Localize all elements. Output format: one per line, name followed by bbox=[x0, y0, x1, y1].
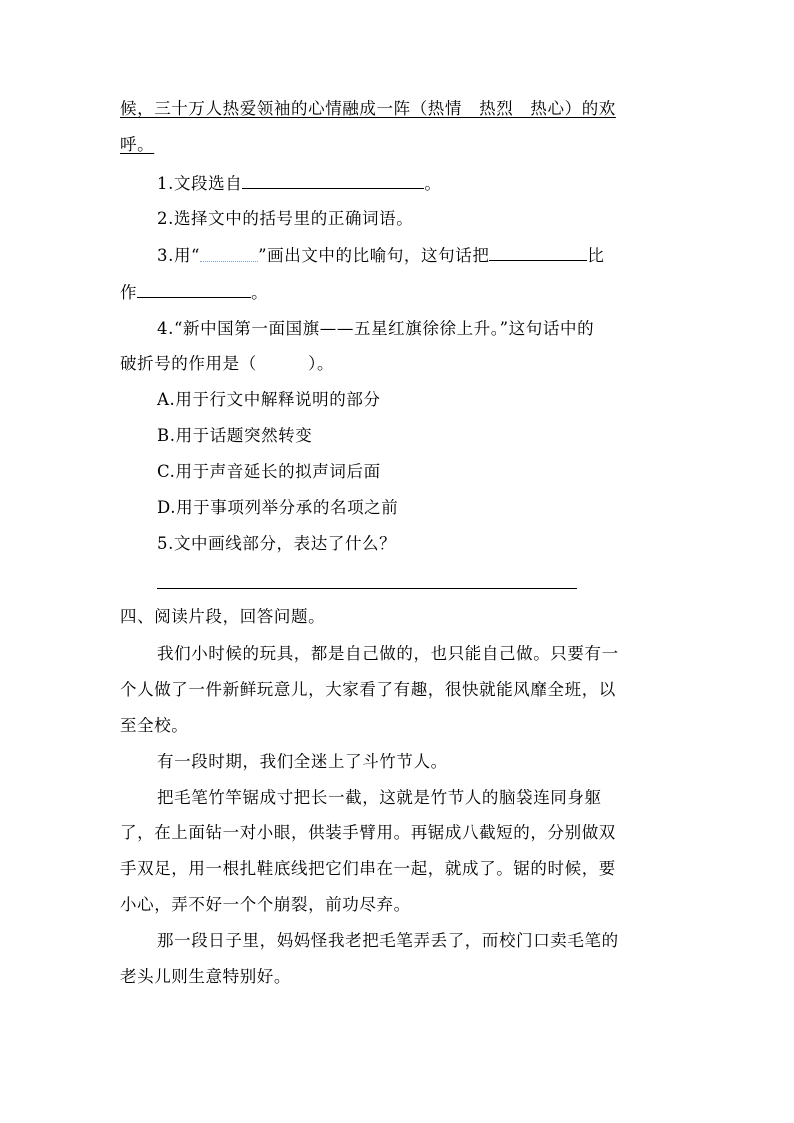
option-b[interactable]: B.用于话题突然转变 bbox=[157, 426, 313, 445]
paragraph-3-line-3: 手双足，用一根扎鞋底线把它们串在一起，就成了。锯的时候，要 bbox=[120, 859, 616, 878]
answer-line-5[interactable] bbox=[157, 588, 577, 589]
passage-underlined-line-1: 候，三十万人热爱领袖的心情融成一阵（热情 热烈 热心）的欢 bbox=[120, 99, 616, 118]
question-1-end: 。 bbox=[424, 174, 442, 193]
question-3-part-1: 3.用“ bbox=[157, 246, 201, 265]
paragraph-1-line-1: 我们小时候的玩具，都是自己做的，也只能自己做。只要有一 bbox=[157, 644, 619, 663]
option-c[interactable]: C.用于声音延长的拟声词后面 bbox=[157, 462, 381, 481]
question-5: 5.文中画线部分，表达了什么？ bbox=[157, 534, 397, 553]
question-3-part-2: ”画出文中的比喻句，这句话把 bbox=[258, 246, 490, 265]
paragraph-3-line-1: 把毛笔竹竿锯成寸把长一截，这就是竹节人的脑袋连同身躯 bbox=[157, 788, 602, 807]
paragraph-1-line-3: 至全校。 bbox=[120, 716, 189, 735]
question-4-line-1: 4.“新中国第一面国旗——五星红旗徐徐上升。”这句话中的 bbox=[157, 319, 595, 338]
question-4-line-2: 破折号的作用是（ ）。 bbox=[120, 354, 335, 373]
paragraph-3-line-2: 了，在上面钻一对小眼，供装手臂用。再锯成八截短的，分别做双 bbox=[120, 823, 616, 842]
passage-underlined-line-2: 呼。 bbox=[120, 135, 155, 154]
wavy-line-mark bbox=[200, 253, 258, 262]
paragraph-2-line-1: 有一段时期，我们全迷上了斗竹节人。 bbox=[157, 752, 448, 771]
paragraph-3-line-4: 小心，弄不好一个个崩裂，前功尽弃。 bbox=[120, 895, 411, 914]
answer-blank-3b[interactable] bbox=[137, 281, 251, 298]
paragraph-1-line-2: 个人做了一件新鲜玩意儿，大家看了有趣，很快就能风靡全班，以 bbox=[120, 680, 616, 699]
question-3-line-2 bbox=[120, 281, 268, 304]
question-1-text: 1.文段选自 bbox=[157, 174, 243, 193]
question-2: 2.选择文中的括号里的正确词语。 bbox=[157, 209, 414, 228]
section-4-heading: 四、阅读片段，回答问题。 bbox=[120, 607, 326, 626]
answer-blank-3a[interactable] bbox=[489, 244, 587, 261]
question-3-part-3: 比 bbox=[587, 246, 605, 265]
option-d[interactable]: D.用于事项列举分承的名项之前 bbox=[157, 498, 399, 517]
question-3 bbox=[157, 244, 605, 267]
paragraph-4-line-2: 老头儿则生意特别好。 bbox=[120, 967, 291, 986]
question-3-line-2-end: 。 bbox=[251, 283, 269, 302]
option-a[interactable]: A.用于行文中解释说明的部分 bbox=[157, 390, 381, 409]
question-1 bbox=[157, 172, 441, 195]
answer-blank-1[interactable] bbox=[242, 172, 424, 189]
question-3-line-2-start: 作 bbox=[120, 283, 138, 302]
paragraph-4-line-1: 那一段日子里，妈妈怪我老把毛笔弄丢了，而校门口卖毛笔的 bbox=[157, 931, 619, 950]
